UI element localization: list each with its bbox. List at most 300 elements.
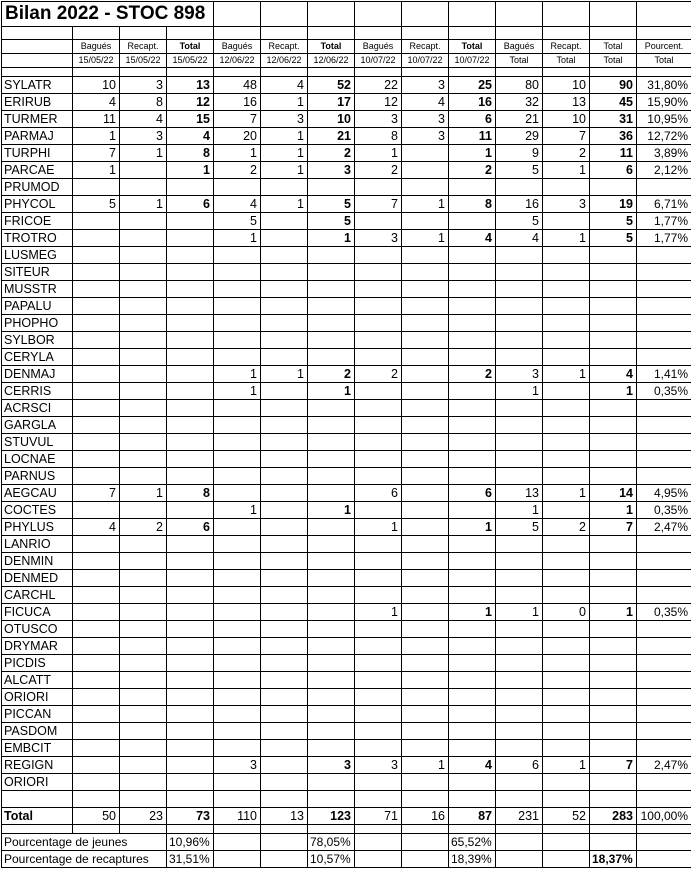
- count-cell[interactable]: [590, 434, 637, 451]
- count-cell[interactable]: 1: [261, 162, 308, 179]
- empty-cell[interactable]: [73, 791, 120, 808]
- count-cell[interactable]: [120, 774, 167, 791]
- count-cell[interactable]: [355, 213, 402, 230]
- count-cell[interactable]: 1: [120, 196, 167, 213]
- empty-cell[interactable]: [637, 825, 691, 834]
- count-cell[interactable]: [402, 179, 449, 196]
- count-cell[interactable]: 7: [73, 485, 120, 502]
- count-cell[interactable]: [355, 740, 402, 757]
- count-cell[interactable]: [355, 179, 402, 196]
- count-cell[interactable]: 1: [355, 519, 402, 536]
- count-cell[interactable]: [120, 162, 167, 179]
- count-cell[interactable]: [120, 638, 167, 655]
- count-cell[interactable]: 1: [355, 604, 402, 621]
- count-cell[interactable]: 3: [355, 111, 402, 128]
- empty-cell[interactable]: [214, 68, 261, 77]
- count-cell[interactable]: [73, 179, 120, 196]
- count-cell[interactable]: 1: [543, 485, 590, 502]
- count-cell[interactable]: [543, 332, 590, 349]
- count-cell[interactable]: [496, 774, 543, 791]
- count-cell[interactable]: [308, 349, 355, 366]
- species-code[interactable]: MUSSTR: [2, 281, 73, 298]
- count-cell[interactable]: 2,47%: [637, 757, 691, 774]
- count-cell[interactable]: [496, 638, 543, 655]
- count-cell[interactable]: [308, 400, 355, 417]
- count-cell[interactable]: [120, 366, 167, 383]
- count-cell[interactable]: 17: [308, 94, 355, 111]
- count-cell[interactable]: [214, 536, 261, 553]
- count-cell[interactable]: [73, 332, 120, 349]
- count-cell[interactable]: [261, 383, 308, 400]
- count-cell[interactable]: [308, 774, 355, 791]
- count-cell[interactable]: [214, 638, 261, 655]
- empty-cell[interactable]: [543, 68, 590, 77]
- count-cell[interactable]: 21: [496, 111, 543, 128]
- count-cell[interactable]: [167, 298, 214, 315]
- count-cell[interactable]: [120, 706, 167, 723]
- count-cell[interactable]: [308, 281, 355, 298]
- count-cell[interactable]: [308, 706, 355, 723]
- count-cell[interactable]: 12: [167, 94, 214, 111]
- count-cell[interactable]: [543, 587, 590, 604]
- count-cell[interactable]: [543, 434, 590, 451]
- count-cell[interactable]: [449, 468, 496, 485]
- count-cell[interactable]: [496, 417, 543, 434]
- total-cell[interactable]: 13: [261, 808, 308, 825]
- count-cell[interactable]: [73, 689, 120, 706]
- count-cell[interactable]: 3: [402, 77, 449, 94]
- count-cell[interactable]: 22: [355, 77, 402, 94]
- empty-cell[interactable]: [120, 825, 167, 834]
- count-cell[interactable]: [402, 655, 449, 672]
- count-cell[interactable]: [449, 281, 496, 298]
- count-cell[interactable]: 31,80%: [637, 77, 691, 94]
- count-cell[interactable]: [167, 740, 214, 757]
- count-cell[interactable]: 6: [167, 519, 214, 536]
- count-cell[interactable]: 1: [73, 128, 120, 145]
- count-cell[interactable]: [308, 332, 355, 349]
- count-cell[interactable]: 16: [214, 94, 261, 111]
- count-cell[interactable]: [543, 672, 590, 689]
- count-cell[interactable]: [120, 570, 167, 587]
- count-cell[interactable]: [120, 315, 167, 332]
- count-cell[interactable]: 2: [449, 162, 496, 179]
- count-cell[interactable]: 3: [355, 757, 402, 774]
- count-cell[interactable]: [402, 162, 449, 179]
- count-cell[interactable]: [402, 570, 449, 587]
- header-cell[interactable]: Bagués: [214, 40, 261, 54]
- count-cell[interactable]: 16: [496, 196, 543, 213]
- count-cell[interactable]: [73, 536, 120, 553]
- count-cell[interactable]: 6: [355, 485, 402, 502]
- count-cell[interactable]: [402, 485, 449, 502]
- count-cell[interactable]: [120, 740, 167, 757]
- count-cell[interactable]: 10: [543, 111, 590, 128]
- count-cell[interactable]: [261, 689, 308, 706]
- count-cell[interactable]: [543, 247, 590, 264]
- count-cell[interactable]: [496, 332, 543, 349]
- count-cell[interactable]: [214, 451, 261, 468]
- count-cell[interactable]: [214, 417, 261, 434]
- count-cell[interactable]: [637, 638, 691, 655]
- count-cell[interactable]: [449, 349, 496, 366]
- count-cell[interactable]: 25: [449, 77, 496, 94]
- total-label[interactable]: Total: [2, 808, 73, 825]
- count-cell[interactable]: [167, 553, 214, 570]
- count-cell[interactable]: 31: [590, 111, 637, 128]
- count-cell[interactable]: [355, 349, 402, 366]
- count-cell[interactable]: [449, 400, 496, 417]
- species-code[interactable]: LANRIO: [2, 536, 73, 553]
- header-cell[interactable]: [2, 40, 73, 54]
- count-cell[interactable]: 5: [496, 519, 543, 536]
- empty-cell[interactable]: [402, 791, 449, 808]
- count-cell[interactable]: [496, 468, 543, 485]
- count-cell[interactable]: 1: [449, 145, 496, 162]
- count-cell[interactable]: [637, 281, 691, 298]
- count-cell[interactable]: [543, 451, 590, 468]
- count-cell[interactable]: [120, 349, 167, 366]
- count-cell[interactable]: [355, 502, 402, 519]
- count-cell[interactable]: [167, 417, 214, 434]
- count-cell[interactable]: [449, 689, 496, 706]
- count-cell[interactable]: 1: [120, 485, 167, 502]
- footer-label[interactable]: Pourcentage de recaptures: [2, 851, 167, 868]
- count-cell[interactable]: [402, 451, 449, 468]
- count-cell[interactable]: [496, 553, 543, 570]
- count-cell[interactable]: [590, 587, 637, 604]
- count-cell[interactable]: 20: [214, 128, 261, 145]
- empty-cell[interactable]: [120, 791, 167, 808]
- count-cell[interactable]: [120, 502, 167, 519]
- count-cell[interactable]: 1: [167, 162, 214, 179]
- count-cell[interactable]: [449, 179, 496, 196]
- empty-cell[interactable]: [543, 825, 590, 834]
- count-cell[interactable]: 4: [73, 519, 120, 536]
- count-cell[interactable]: [214, 774, 261, 791]
- count-cell[interactable]: 4: [496, 230, 543, 247]
- count-cell[interactable]: 15,90%: [637, 94, 691, 111]
- count-cell[interactable]: [214, 400, 261, 417]
- count-cell[interactable]: [167, 264, 214, 281]
- empty-cell[interactable]: [261, 68, 308, 77]
- header-cell[interactable]: 10/07/22: [402, 54, 449, 68]
- count-cell[interactable]: [355, 621, 402, 638]
- count-cell[interactable]: [73, 417, 120, 434]
- header-cell[interactable]: Total: [449, 40, 496, 54]
- count-cell[interactable]: 1: [214, 230, 261, 247]
- count-cell[interactable]: 45: [590, 94, 637, 111]
- count-cell[interactable]: [496, 672, 543, 689]
- count-cell[interactable]: [402, 417, 449, 434]
- count-cell[interactable]: [449, 417, 496, 434]
- count-cell[interactable]: 32: [496, 94, 543, 111]
- count-cell[interactable]: [543, 706, 590, 723]
- count-cell[interactable]: [402, 587, 449, 604]
- count-cell[interactable]: 3: [402, 111, 449, 128]
- count-cell[interactable]: [214, 247, 261, 264]
- count-cell[interactable]: 1,77%: [637, 213, 691, 230]
- count-cell[interactable]: [402, 519, 449, 536]
- count-cell[interactable]: [496, 179, 543, 196]
- empty-cell[interactable]: [355, 791, 402, 808]
- count-cell[interactable]: [261, 706, 308, 723]
- count-cell[interactable]: [449, 315, 496, 332]
- count-cell[interactable]: [214, 570, 261, 587]
- count-cell[interactable]: [543, 740, 590, 757]
- count-cell[interactable]: [261, 298, 308, 315]
- count-cell[interactable]: 2: [543, 145, 590, 162]
- count-cell[interactable]: 2: [308, 145, 355, 162]
- count-cell[interactable]: [261, 332, 308, 349]
- count-cell[interactable]: [167, 672, 214, 689]
- species-code[interactable]: PRUMOD: [2, 179, 73, 196]
- count-cell[interactable]: [120, 451, 167, 468]
- count-cell[interactable]: [120, 213, 167, 230]
- count-cell[interactable]: 1: [214, 366, 261, 383]
- count-cell[interactable]: [543, 383, 590, 400]
- count-cell[interactable]: 19: [590, 196, 637, 213]
- empty-cell[interactable]: [167, 825, 214, 834]
- count-cell[interactable]: 3: [355, 230, 402, 247]
- count-cell[interactable]: [73, 400, 120, 417]
- count-cell[interactable]: 5: [590, 213, 637, 230]
- count-cell[interactable]: [73, 468, 120, 485]
- count-cell[interactable]: [73, 298, 120, 315]
- count-cell[interactable]: [120, 536, 167, 553]
- count-cell[interactable]: [167, 587, 214, 604]
- count-cell[interactable]: [120, 587, 167, 604]
- count-cell[interactable]: [496, 451, 543, 468]
- count-cell[interactable]: [496, 298, 543, 315]
- count-cell[interactable]: [590, 332, 637, 349]
- count-cell[interactable]: [402, 689, 449, 706]
- count-cell[interactable]: [355, 247, 402, 264]
- empty-cell[interactable]: [2, 791, 73, 808]
- count-cell[interactable]: 13: [167, 77, 214, 94]
- count-cell[interactable]: 3: [120, 128, 167, 145]
- count-cell[interactable]: 2: [355, 162, 402, 179]
- count-cell[interactable]: 10,95%: [637, 111, 691, 128]
- count-cell[interactable]: [637, 400, 691, 417]
- count-cell[interactable]: [167, 247, 214, 264]
- species-code[interactable]: DENMAJ: [2, 366, 73, 383]
- count-cell[interactable]: [73, 230, 120, 247]
- count-cell[interactable]: [590, 400, 637, 417]
- count-cell[interactable]: [308, 740, 355, 757]
- count-cell[interactable]: [355, 587, 402, 604]
- count-cell[interactable]: 7: [543, 128, 590, 145]
- count-cell[interactable]: 4: [402, 94, 449, 111]
- count-cell[interactable]: [590, 570, 637, 587]
- count-cell[interactable]: [355, 570, 402, 587]
- count-cell[interactable]: [261, 179, 308, 196]
- count-cell[interactable]: [214, 706, 261, 723]
- count-cell[interactable]: [73, 570, 120, 587]
- count-cell[interactable]: [637, 706, 691, 723]
- count-cell[interactable]: 36: [590, 128, 637, 145]
- count-cell[interactable]: [120, 179, 167, 196]
- count-cell[interactable]: [496, 689, 543, 706]
- count-cell[interactable]: [355, 672, 402, 689]
- species-code[interactable]: SITEUR: [2, 264, 73, 281]
- count-cell[interactable]: [449, 264, 496, 281]
- empty-cell[interactable]: [543, 834, 590, 851]
- count-cell[interactable]: 5: [590, 230, 637, 247]
- count-cell[interactable]: [120, 230, 167, 247]
- count-cell[interactable]: [308, 672, 355, 689]
- species-code[interactable]: PICDIS: [2, 655, 73, 672]
- count-cell[interactable]: [73, 740, 120, 757]
- count-cell[interactable]: 1: [355, 145, 402, 162]
- empty-cell[interactable]: [449, 825, 496, 834]
- count-cell[interactable]: [73, 706, 120, 723]
- count-cell[interactable]: [214, 468, 261, 485]
- count-cell[interactable]: [402, 553, 449, 570]
- count-cell[interactable]: [261, 485, 308, 502]
- header-cell[interactable]: Recapt.: [261, 40, 308, 54]
- count-cell[interactable]: [214, 264, 261, 281]
- count-cell[interactable]: 10: [543, 77, 590, 94]
- species-code[interactable]: FICUCA: [2, 604, 73, 621]
- count-cell[interactable]: [214, 298, 261, 315]
- count-cell[interactable]: [402, 247, 449, 264]
- count-cell[interactable]: [308, 587, 355, 604]
- count-cell[interactable]: [355, 536, 402, 553]
- count-cell[interactable]: [637, 349, 691, 366]
- count-cell[interactable]: 7: [590, 757, 637, 774]
- count-cell[interactable]: [543, 621, 590, 638]
- count-cell[interactable]: [167, 706, 214, 723]
- count-cell[interactable]: [402, 740, 449, 757]
- header-cell[interactable]: [2, 54, 73, 68]
- count-cell[interactable]: [637, 417, 691, 434]
- count-cell[interactable]: [261, 774, 308, 791]
- count-cell[interactable]: 29: [496, 128, 543, 145]
- count-cell[interactable]: [496, 587, 543, 604]
- count-cell[interactable]: [543, 349, 590, 366]
- empty-cell[interactable]: [261, 825, 308, 834]
- count-cell[interactable]: 1: [543, 230, 590, 247]
- count-cell[interactable]: [402, 638, 449, 655]
- count-cell[interactable]: [120, 332, 167, 349]
- count-cell[interactable]: 1: [214, 502, 261, 519]
- count-cell[interactable]: 0: [543, 604, 590, 621]
- count-cell[interactable]: 1,41%: [637, 366, 691, 383]
- count-cell[interactable]: 6: [167, 196, 214, 213]
- count-cell[interactable]: [355, 689, 402, 706]
- count-cell[interactable]: [214, 621, 261, 638]
- count-cell[interactable]: [308, 247, 355, 264]
- count-cell[interactable]: [449, 332, 496, 349]
- count-cell[interactable]: [355, 383, 402, 400]
- count-cell[interactable]: [261, 740, 308, 757]
- count-cell[interactable]: [261, 400, 308, 417]
- count-cell[interactable]: 2: [308, 366, 355, 383]
- header-cell[interactable]: Total: [543, 54, 590, 68]
- header-cell[interactable]: Total: [308, 40, 355, 54]
- count-cell[interactable]: 0,35%: [637, 383, 691, 400]
- species-code[interactable]: ORIORI: [2, 689, 73, 706]
- count-cell[interactable]: 11: [590, 145, 637, 162]
- count-cell[interactable]: [261, 264, 308, 281]
- count-cell[interactable]: [214, 604, 261, 621]
- species-code[interactable]: DRYMAR: [2, 638, 73, 655]
- count-cell[interactable]: [496, 536, 543, 553]
- count-cell[interactable]: 1: [543, 162, 590, 179]
- count-cell[interactable]: 8: [167, 485, 214, 502]
- count-cell[interactable]: [590, 468, 637, 485]
- count-cell[interactable]: 1: [308, 230, 355, 247]
- pct-value[interactable]: 65,52%: [449, 834, 496, 851]
- total-cell[interactable]: 100,00%: [637, 808, 691, 825]
- count-cell[interactable]: 13: [496, 485, 543, 502]
- count-cell[interactable]: [496, 247, 543, 264]
- count-cell[interactable]: [120, 468, 167, 485]
- total-cell[interactable]: 283: [590, 808, 637, 825]
- count-cell[interactable]: 2: [214, 162, 261, 179]
- species-code[interactable]: ERIRUB: [2, 94, 73, 111]
- species-code[interactable]: PARMAJ: [2, 128, 73, 145]
- count-cell[interactable]: [496, 621, 543, 638]
- count-cell[interactable]: [355, 468, 402, 485]
- count-cell[interactable]: [167, 315, 214, 332]
- count-cell[interactable]: [167, 451, 214, 468]
- count-cell[interactable]: [308, 264, 355, 281]
- count-cell[interactable]: 48: [214, 77, 261, 94]
- count-cell[interactable]: [261, 468, 308, 485]
- count-cell[interactable]: [308, 723, 355, 740]
- species-code[interactable]: ORIORI: [2, 774, 73, 791]
- count-cell[interactable]: [167, 366, 214, 383]
- count-cell[interactable]: 1: [214, 145, 261, 162]
- count-cell[interactable]: [214, 553, 261, 570]
- header-cell[interactable]: 15/05/22: [167, 54, 214, 68]
- count-cell[interactable]: [308, 655, 355, 672]
- count-cell[interactable]: [590, 740, 637, 757]
- count-cell[interactable]: 80: [496, 77, 543, 94]
- empty-cell[interactable]: [355, 851, 402, 868]
- count-cell[interactable]: [449, 655, 496, 672]
- count-cell[interactable]: 1: [449, 519, 496, 536]
- empty-cell[interactable]: [402, 68, 449, 77]
- count-cell[interactable]: [214, 519, 261, 536]
- species-code[interactable]: PHYLUS: [2, 519, 73, 536]
- header-cell[interactable]: Bagués: [496, 40, 543, 54]
- header-cell[interactable]: Total: [167, 40, 214, 54]
- count-cell[interactable]: 4,95%: [637, 485, 691, 502]
- total-cell[interactable]: 73: [167, 808, 214, 825]
- count-cell[interactable]: [496, 264, 543, 281]
- count-cell[interactable]: [73, 349, 120, 366]
- count-cell[interactable]: [308, 689, 355, 706]
- count-cell[interactable]: [261, 349, 308, 366]
- empty-cell[interactable]: [449, 68, 496, 77]
- count-cell[interactable]: 5: [73, 196, 120, 213]
- count-cell[interactable]: [402, 366, 449, 383]
- species-code[interactable]: PHYCOL: [2, 196, 73, 213]
- count-cell[interactable]: [590, 247, 637, 264]
- count-cell[interactable]: [308, 417, 355, 434]
- count-cell[interactable]: [402, 332, 449, 349]
- count-cell[interactable]: [308, 434, 355, 451]
- count-cell[interactable]: [308, 519, 355, 536]
- count-cell[interactable]: [496, 655, 543, 672]
- count-cell[interactable]: 1: [402, 196, 449, 213]
- count-cell[interactable]: [449, 621, 496, 638]
- count-cell[interactable]: [590, 621, 637, 638]
- count-cell[interactable]: [214, 434, 261, 451]
